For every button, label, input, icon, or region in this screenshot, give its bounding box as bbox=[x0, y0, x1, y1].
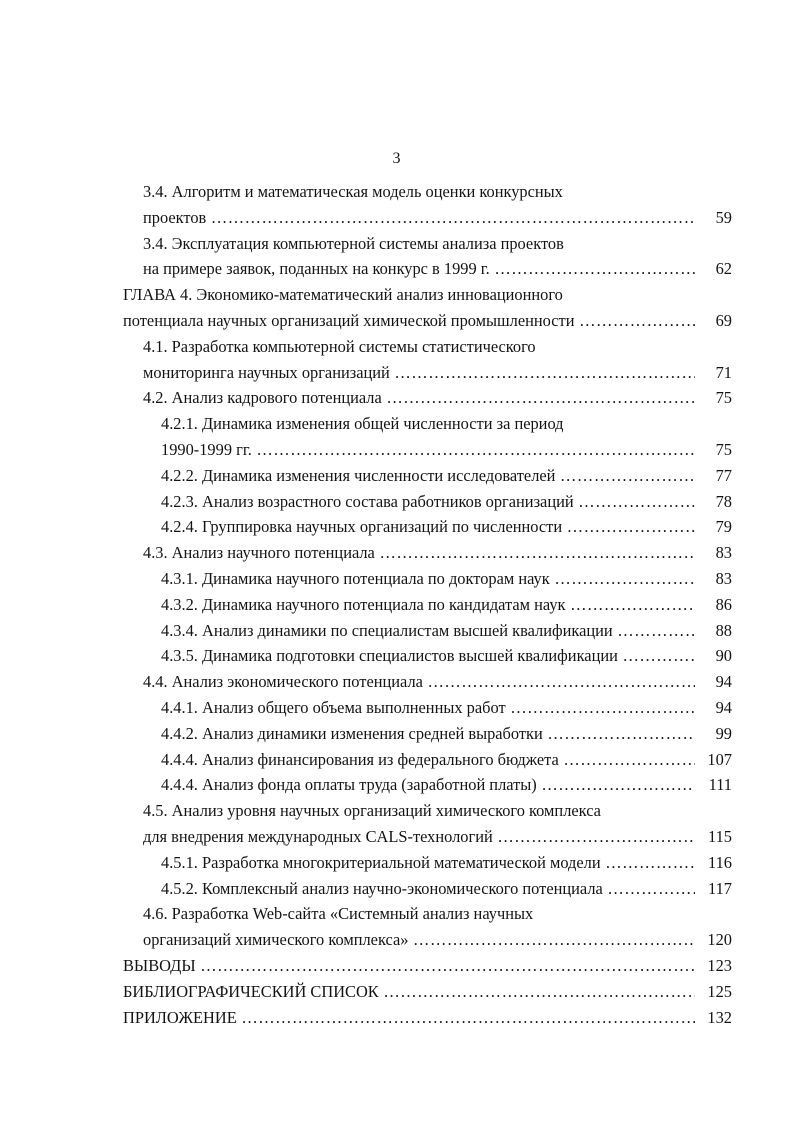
toc-page-number: 94 bbox=[715, 697, 732, 717]
toc-entry-line bbox=[0, 334, 793, 360]
leader-dots bbox=[423, 672, 695, 691]
toc-page-number: 90 bbox=[715, 646, 732, 666]
toc-entry-title: 4.4.2. Анализ динамики изменения средней выработки bbox=[161, 723, 543, 743]
leader-dots bbox=[613, 621, 695, 640]
toc-entry-line bbox=[0, 566, 793, 592]
toc-entry-title-cont: для внедрения международных CALS-технологий bbox=[143, 826, 493, 846]
toc-page-number: 78 bbox=[715, 491, 732, 511]
toc-entry-title: 4.4.4. Анализ фонда оплаты труда (заработной платы) bbox=[161, 775, 537, 795]
leader-dots bbox=[601, 853, 695, 872]
toc-entry-title-cont: 1990-1999 гг. bbox=[161, 439, 252, 459]
toc-entry-line bbox=[0, 231, 793, 257]
toc-chapter-title: ПРИЛОЖЕНИЕ bbox=[123, 1007, 237, 1027]
toc-entry-title: 4.3. Анализ научного потенциала bbox=[143, 543, 375, 563]
leader-dots bbox=[555, 466, 695, 485]
toc-page-number: 117 bbox=[708, 878, 732, 898]
toc-page-number: 116 bbox=[708, 852, 732, 872]
toc-entry-title: 4.5.2. Комплексный анализ научно-экономического потенциала bbox=[161, 878, 603, 898]
leader-dots bbox=[390, 363, 695, 382]
toc-entry-line bbox=[0, 308, 793, 334]
toc-entry-title: 4.4.4. Анализ финансирования из федерального бюджета bbox=[161, 749, 559, 769]
toc-entry-title: 4.2. Анализ кадрового потенциала bbox=[143, 388, 382, 408]
toc-entry-title: 3.4. Алгоритм и математическая модель оценки конкурсных bbox=[143, 182, 563, 201]
toc-page-number: 123 bbox=[707, 955, 732, 975]
leader-dots bbox=[562, 517, 695, 536]
toc-entry-title: 4.5.1. Разработка многокритериальной математической модели bbox=[161, 852, 601, 872]
toc-entry-line bbox=[0, 179, 793, 205]
toc-entry-title: 4.4.1. Анализ общего объема выполненных работ bbox=[161, 697, 506, 717]
leader-dots bbox=[559, 750, 695, 769]
toc-entry-title: 4.2.4. Группировка научных организаций по численности bbox=[161, 517, 563, 537]
toc-page-number: 86 bbox=[715, 594, 732, 614]
toc-entry-line bbox=[0, 772, 793, 798]
toc-entry-title: 4.4. Анализ экономического потенциала bbox=[143, 672, 423, 692]
leader-dots bbox=[543, 724, 695, 743]
toc-entry-line bbox=[0, 721, 793, 747]
toc-entry-title: 4.3.1. Динамика научного потенциала по докторам наук bbox=[161, 568, 550, 588]
toc-entry-line bbox=[0, 695, 793, 721]
leader-dots bbox=[506, 698, 695, 717]
toc-entry-line bbox=[0, 411, 793, 437]
toc-entry-line bbox=[0, 798, 793, 824]
toc-page-number: 69 bbox=[715, 310, 732, 330]
toc-entry-title: 4.3.2. Динамика научного потенциала по кандидатам наук bbox=[161, 594, 566, 614]
toc-page-number: 77 bbox=[715, 465, 732, 485]
toc-entry-line bbox=[0, 747, 793, 773]
leader-dots bbox=[574, 492, 695, 511]
leader-dots bbox=[206, 208, 695, 227]
leader-dots bbox=[196, 956, 695, 975]
toc-page-number: 132 bbox=[707, 1007, 732, 1027]
leader-dots bbox=[566, 595, 695, 614]
leader-dots bbox=[408, 930, 695, 949]
toc-page-number: 111 bbox=[708, 775, 732, 795]
toc-page-number: 79 bbox=[715, 517, 732, 537]
toc-entry-line bbox=[0, 540, 793, 566]
toc-page-number: 83 bbox=[715, 568, 732, 588]
toc-page-number: 71 bbox=[715, 362, 732, 382]
toc-page-number: 75 bbox=[715, 388, 732, 408]
leader-dots bbox=[237, 1008, 695, 1027]
toc-entry-title: 4.3.5. Динамика подготовки специалистов высшей квалификации bbox=[161, 646, 618, 666]
toc-chapter-title: ГЛАВА 4. Экономико-математический анализ инновационного bbox=[123, 285, 563, 305]
toc-entry-title-cont: на примере заявок, поданных на конкурс в 1999 г. bbox=[143, 259, 490, 279]
toc-entry-line bbox=[0, 463, 793, 489]
toc-entry-line bbox=[0, 489, 793, 515]
table-of-contents bbox=[0, 179, 793, 1030]
toc-entry-line bbox=[0, 901, 793, 927]
toc-entry-title: 3.4. Эксплуатация компьютерной системы анализа проектов bbox=[143, 233, 564, 253]
toc-entry-line bbox=[0, 979, 793, 1005]
leader-dots bbox=[574, 311, 695, 330]
page-number: 3 bbox=[392, 150, 401, 167]
toc-entry-title: 4.2.1. Динамика изменения общей численности за период bbox=[161, 414, 564, 434]
leader-dots bbox=[252, 440, 695, 459]
leader-dots bbox=[493, 827, 695, 846]
toc-entry-line bbox=[0, 256, 793, 282]
toc-page-number: 115 bbox=[708, 826, 732, 846]
toc-entry-title-cont: мониторинга научных организаций bbox=[143, 362, 390, 382]
toc-entry-line bbox=[0, 876, 793, 902]
leader-dots bbox=[490, 259, 695, 278]
leader-dots bbox=[537, 775, 695, 794]
toc-entry-title-cont: организаций химического комплекса» bbox=[143, 930, 409, 950]
toc-page-number: 107 bbox=[707, 749, 732, 769]
leader-dots bbox=[375, 543, 695, 562]
toc-page-number: 99 bbox=[715, 723, 732, 743]
toc-page-number: 83 bbox=[715, 543, 732, 563]
leader-dots bbox=[603, 879, 695, 898]
toc-entry-line bbox=[0, 592, 793, 618]
toc-entry-title: 4.2.2. Динамика изменения численности исследователей bbox=[161, 465, 556, 485]
toc-page-number: 94 bbox=[715, 672, 732, 692]
toc-entry-line bbox=[0, 618, 793, 644]
toc-entry-line bbox=[0, 385, 793, 411]
toc-entry-line bbox=[0, 850, 793, 876]
toc-entry-line bbox=[0, 1005, 793, 1031]
leader-dots bbox=[382, 388, 695, 407]
toc-entry-line bbox=[0, 643, 793, 669]
toc-entry-line bbox=[0, 953, 793, 979]
toc-entry-line bbox=[0, 360, 793, 386]
toc-page-number: 125 bbox=[707, 981, 732, 1001]
toc-page-number: 75 bbox=[715, 439, 732, 459]
toc-entry-line bbox=[0, 669, 793, 695]
toc-entry-title: 4.2.3. Анализ возрастного состава работников организаций bbox=[161, 491, 574, 511]
toc-entry-line bbox=[0, 205, 793, 231]
toc-entry-title: 4.3.4. Анализ динамики по специалистам высшей квалификации bbox=[161, 620, 613, 640]
toc-page-number: 88 bbox=[715, 620, 732, 640]
leader-dots bbox=[379, 982, 695, 1001]
leader-dots bbox=[550, 569, 695, 588]
toc-entry-line bbox=[0, 437, 793, 463]
toc-entry-line bbox=[0, 927, 793, 953]
toc-page-number: 62 bbox=[715, 259, 732, 279]
toc-entry-title-cont: проектов bbox=[143, 207, 207, 227]
toc-entry-title: 4.5. Анализ уровня научных организаций химического комплекса bbox=[143, 801, 601, 821]
toc-entry-line bbox=[0, 824, 793, 850]
toc-page-number: 59 bbox=[715, 207, 732, 227]
toc-chapter-title: БИБЛИОГРАФИЧЕСКИЙ СПИСОК bbox=[123, 981, 379, 1001]
toc-page-number: 120 bbox=[707, 930, 732, 950]
leader-dots bbox=[618, 646, 695, 665]
toc-entry-title-cont: потенциала научных организаций химической промышленности bbox=[123, 310, 575, 330]
toc-entry-title: 4.1. Разработка компьютерной системы статистического bbox=[143, 336, 536, 356]
toc-entry-line bbox=[0, 514, 793, 540]
toc-chapter-title: ВЫВОДЫ bbox=[123, 955, 196, 975]
toc-entry-line bbox=[0, 282, 793, 308]
toc-entry-title: 4.6. Разработка Web-сайта «Системный анализ научных bbox=[143, 904, 534, 924]
